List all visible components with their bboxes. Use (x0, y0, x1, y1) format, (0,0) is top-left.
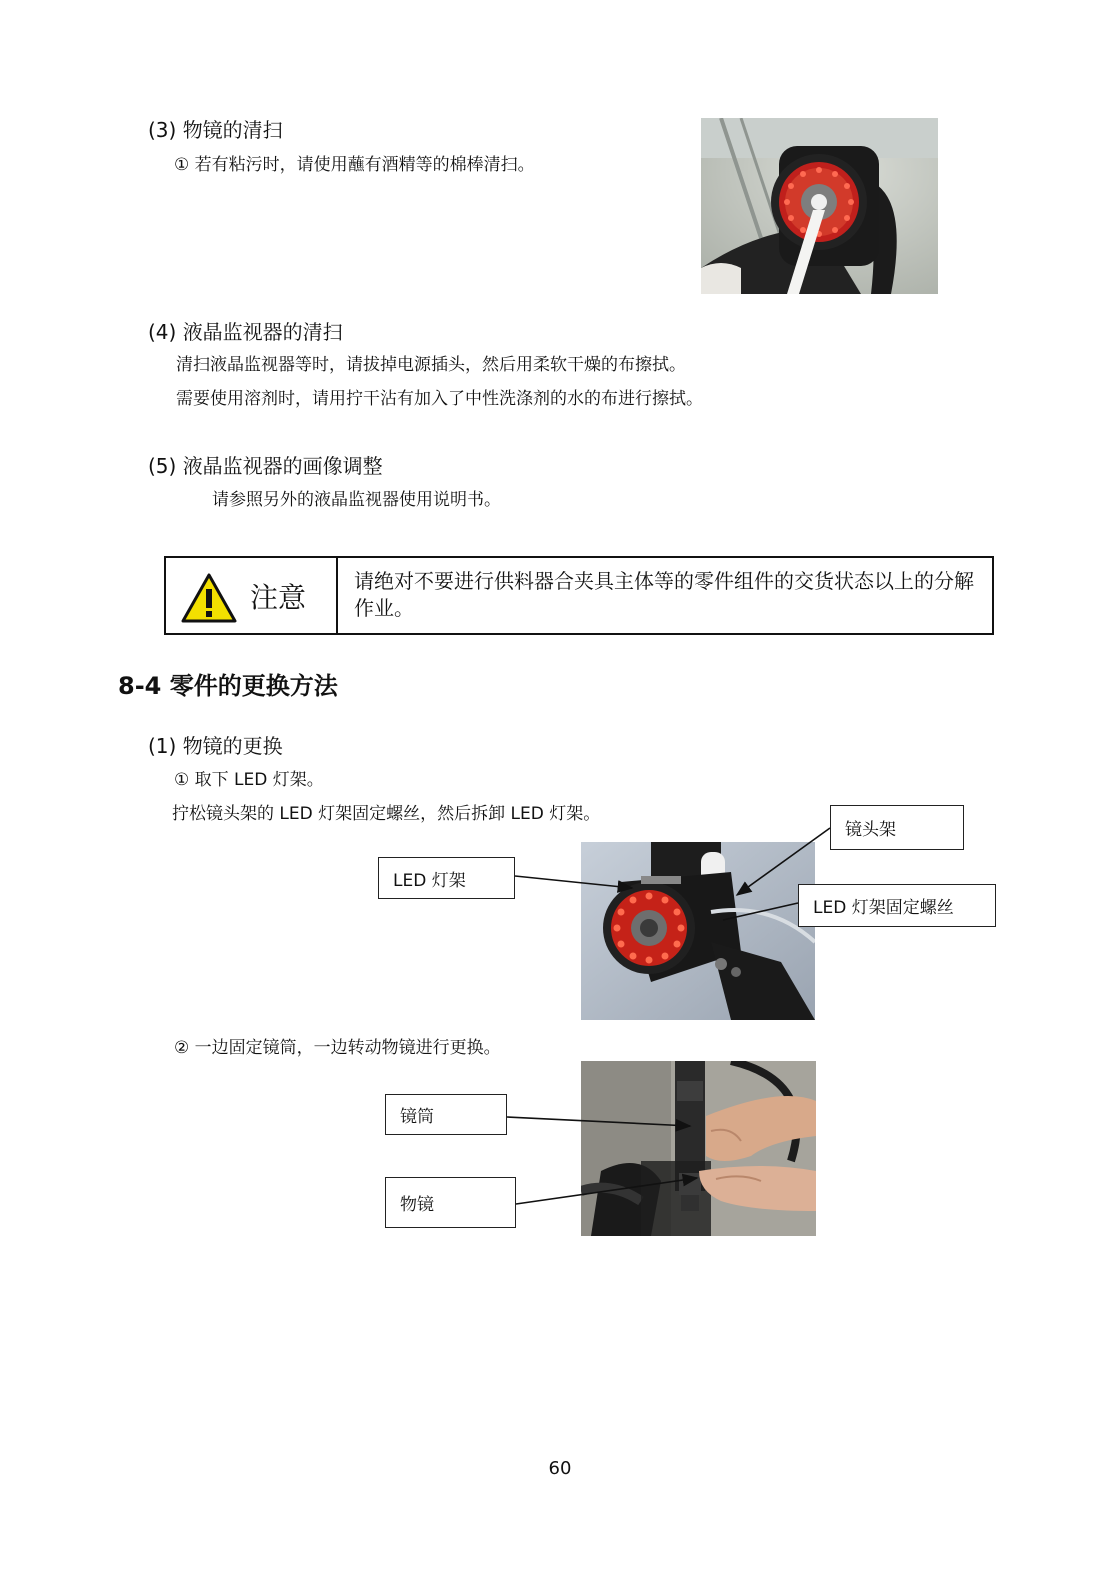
section-5-line-1: 请参照另外的液晶监视器使用说明书。 (212, 490, 501, 510)
subsection-1-item-1: ① 取下 LED 灯架。 (174, 770, 324, 790)
subsection-1-item-2: ② 一边固定镜筒，一边转动物镜进行更换。 (174, 1038, 501, 1058)
subsection-1-heading: (1) 物镜的更换 (148, 734, 283, 758)
label-led-screw-text: LED 灯架固定螺丝 (813, 898, 954, 918)
section-8-4-heading: 8-4 零件的更换方法 (118, 672, 338, 700)
section-4-line-2: 需要使用溶剂时，请用拧干沾有加入了中性洗涤剂的水的布进行擦拭。 (176, 389, 703, 409)
leader-led-screw (723, 903, 798, 920)
label-led-holder-text: LED 灯架 (393, 870, 466, 891)
caution-text: 请绝对不要进行供料器合夹具主体等的零件组件的交货状态以上的分解作业。 (354, 569, 974, 620)
leader-lens-holder (737, 828, 830, 895)
label-lens-holder-text: 镜头架 (845, 820, 896, 840)
leader-objective (516, 1178, 697, 1204)
caution-title: 注意 (250, 581, 307, 614)
section-4-line-1: 清扫液晶监视器等时，请拔掉电源插头，然后用柔软干燥的布擦拭。 (176, 355, 686, 375)
leader-led-holder (515, 876, 632, 888)
section-5-heading: (5) 液晶监视器的画像调整 (148, 454, 383, 478)
section-3-item-1: ① 若有粘污时，请使用蘸有酒精等的棉棒清扫。 (174, 155, 535, 175)
section-4-heading: (4) 液晶监视器的清扫 (148, 320, 343, 344)
leader-barrel (507, 1117, 690, 1126)
page-number: 60 (548, 1458, 572, 1479)
label-objective-text: 物镜 (400, 1195, 434, 1215)
label-barrel-text: 镜筒 (400, 1107, 434, 1127)
section-3-heading: (3) 物镜的清扫 (148, 118, 283, 142)
subsection-1-description: 拧松镜头架的 LED 灯架固定螺丝，然后拆卸 LED 灯架。 (172, 804, 601, 824)
